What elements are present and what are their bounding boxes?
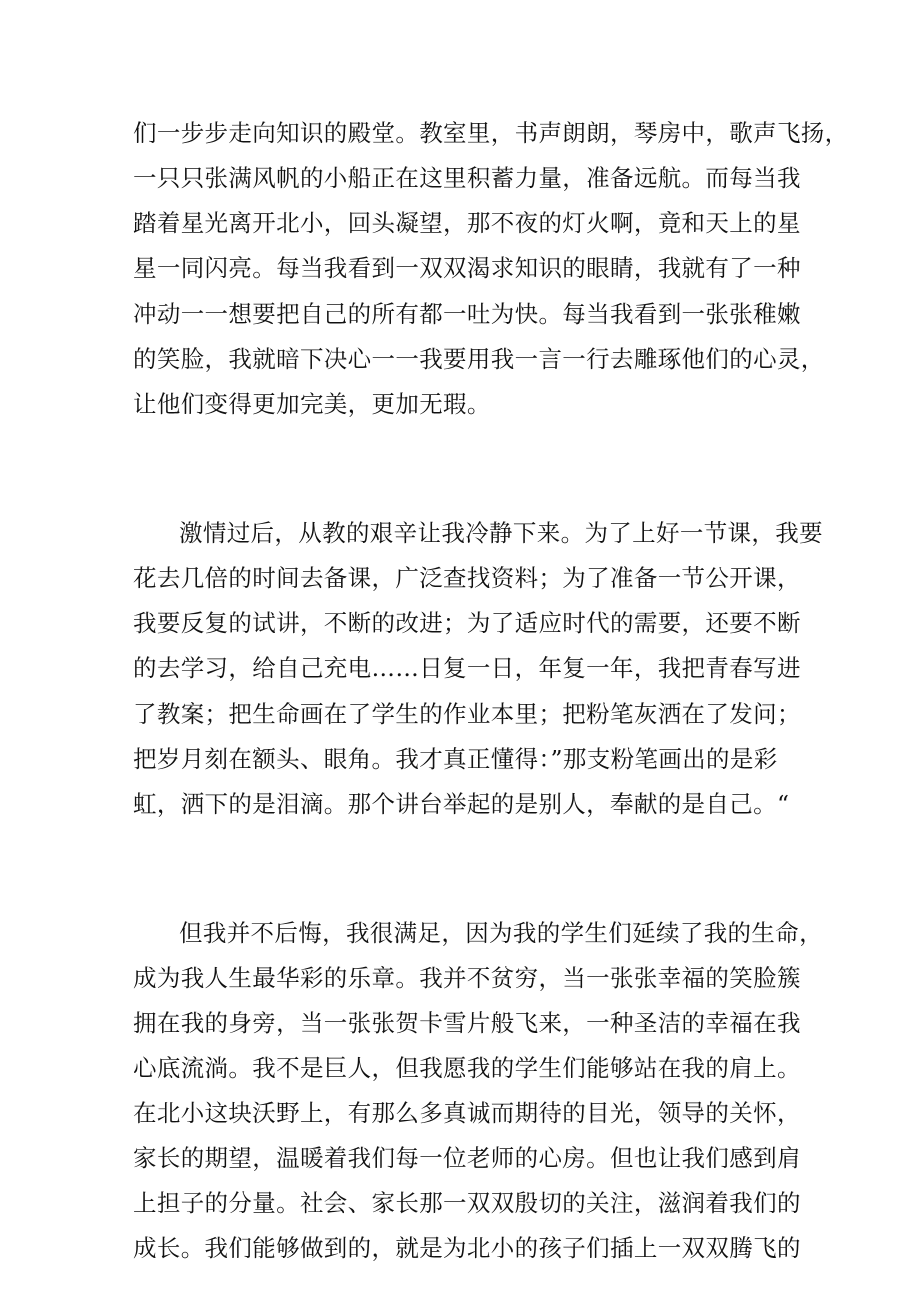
- text-line: 成长。我们能够做到的，就是为北小的孩子们插上一双双腾飞的: [133, 1234, 801, 1262]
- text-line: 们一步步走向知识的殿堂。教室里，书声朗朗，琴房中，歌声飞扬，: [133, 119, 849, 147]
- text-line: 一只只张满风帆的小船正在这里积蓄力量，准备远航。而每当我: [133, 164, 801, 192]
- text-line: 我要反复的试讲，不断的改进；为了适应时代的需要，还要不断: [133, 609, 801, 637]
- text-line: 冲动一一想要把自己的所有都一吐为快。每当我看到一张张稚嫩: [133, 300, 801, 328]
- text-line: 成为我人生最华彩的乐章。我并不贫穷，当一张张幸福的笑脸簇: [133, 964, 801, 992]
- text-line: 激情过后，从教的艰辛让我冷静下来。为了上好一节课，我要: [179, 519, 823, 547]
- text-line: 拥在我的身旁，当一张张贺卡雪片般飞来，一种圣洁的幸福在我: [133, 1009, 801, 1037]
- text-line: 的笑脸，我就暗下决心一一我要用我一言一行去雕琢他们的心灵，: [133, 345, 825, 373]
- text-line: 花去几倍的时间去备课，广泛查找资料；为了准备一节公开课，: [133, 564, 801, 592]
- text-line: 了教案；把生命画在了学生的作业本里；把粉笔灰洒在了发问；: [133, 700, 801, 728]
- text-line: 的去学习，给自己充电……日复一日，年复一年，我把青春写进: [133, 654, 801, 682]
- text-line: 上担子的分量。社会、家长那一双双殷切的关注，滋润着我们的: [133, 1189, 801, 1217]
- text-line: 让他们变得更加完美，更加无瑕。: [133, 390, 491, 418]
- text-line: 但我并不后悔，我很满足，因为我的学生们延续了我的生命，: [179, 919, 823, 947]
- text-line: 心底流淌。我不是巨人，但我愿我的学生们能够站在我的肩上。: [133, 1054, 801, 1082]
- text-line: 在北小这块沃野上，有那么多真诚而期待的目光，领导的关怀，: [133, 1099, 801, 1127]
- text-line: 把岁月刻在额头、眼角。我才真正懂得：”那支粉笔画出的是彩: [133, 745, 778, 773]
- text-line: 星一同闪亮。每当我看到一双双渴求知识的眼睛，我就有了一种: [133, 254, 801, 282]
- text-line: 虹，洒下的是泪滴。那个讲台举起的是别人，奉献的是自己。“: [133, 790, 790, 818]
- text-line: 家长的期望，温暖着我们每一位老师的心房。但也让我们感到肩: [133, 1144, 801, 1172]
- text-line: 踏着星光离开北小，回头凝望，那不夜的灯火啊，竟和天上的星: [133, 209, 801, 237]
